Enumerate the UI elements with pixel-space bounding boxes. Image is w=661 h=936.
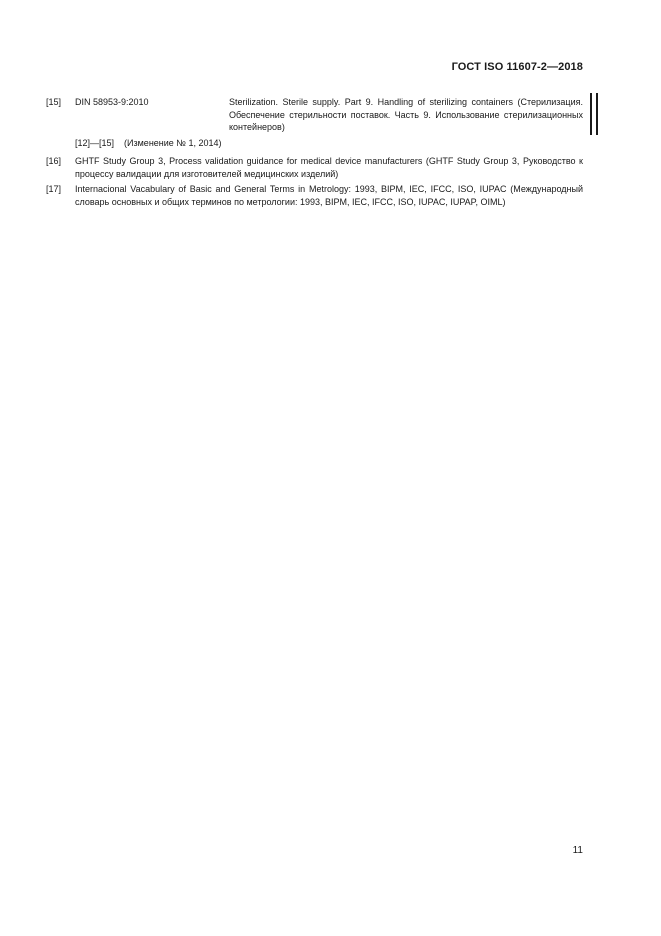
change-marker-bars bbox=[590, 93, 600, 135]
amendment-note bbox=[75, 137, 221, 150]
reference-code: DIN 58953-9:2010 bbox=[75, 97, 149, 107]
amendment-range: [12]—[15] bbox=[75, 138, 115, 148]
reference-description: Sterilization. Sterile supply. Part 9. Handling of sterilizing containers (Стерилизация. Обеспечение стерильности поставок. Часть 9. Использование стерилизационных контейнеров) bbox=[229, 97, 583, 132]
reference-number: [17] bbox=[46, 184, 62, 194]
reference-number: [15] bbox=[46, 97, 62, 107]
reference-description: GHTF Study Group 3, Process validation guidance for medical device manufacturers (GHTF Study Group 3, Руководство к процессу валидации для изготовителей медицинских изделий) bbox=[75, 156, 583, 179]
page-number: 11 bbox=[572, 845, 583, 856]
standard-code-header: ГОСТ ISO 11607-2—2018 bbox=[451, 61, 583, 73]
reference-number: [16] bbox=[46, 156, 62, 166]
reference-description: Internacional Vacabulary of Basic and General Terms in Metrology: 1993, BIPM, IEC, IFCC, ISO, IUPAC (Международный словарь основных и общих терминов по метрологии: 1993, BIPM, IEC, IFCC, ISO, IUPAC, IUPAP, OIML) bbox=[75, 184, 583, 207]
amendment-text: (Изменение № 1, 2014) bbox=[124, 138, 222, 148]
